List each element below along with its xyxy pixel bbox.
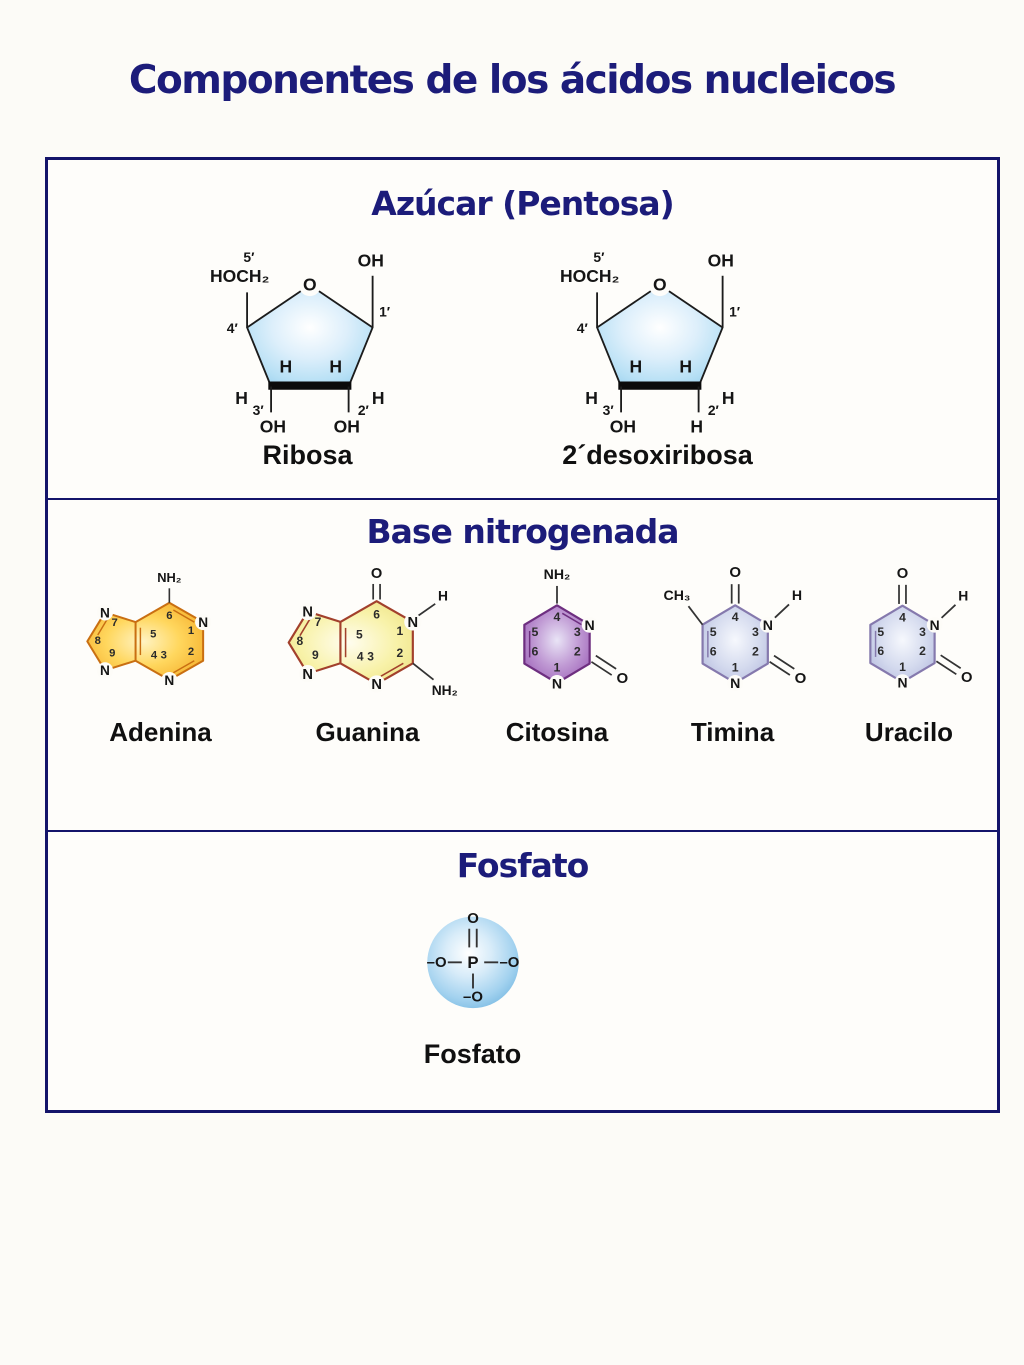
ring-num-6: 6	[709, 644, 717, 659]
guanine-svg-wrap	[268, 561, 468, 713]
atom-oxo2: O	[961, 670, 973, 687]
atom-n1: N	[198, 615, 209, 631]
ring-num-2: 2	[751, 644, 759, 659]
uracil-svg-wrap	[833, 561, 985, 713]
atom-ring-o: O	[652, 274, 667, 295]
adenine-name: Adenina	[109, 717, 212, 747]
atom-h: H	[437, 587, 448, 603]
atom-o-right: –O	[498, 954, 519, 971]
atom-p: P	[466, 952, 479, 972]
atom-o-top: O	[466, 910, 479, 928]
atom-oh-top: OH	[357, 250, 384, 271]
figure-ribose	[188, 237, 428, 471]
atom-n9: N	[100, 663, 110, 679]
ring-num-1: 1	[396, 623, 403, 638]
cytosine-name: Citosina	[505, 717, 609, 747]
atom-h-out-left: H	[234, 388, 248, 409]
figure-uracil	[833, 561, 985, 748]
uracil-name: Uracilo	[864, 717, 954, 747]
atom-oxo: O	[370, 565, 382, 582]
ring-num-6: 6	[877, 644, 885, 659]
atom-bottom-right: H	[689, 416, 703, 437]
ribose-structure	[188, 237, 428, 438]
adenine-svg-wrap	[68, 561, 253, 713]
sugar-heading: Azúcar (Pentosa)	[371, 184, 674, 223]
atom-hoch2: HOCH₂	[209, 266, 269, 287]
figure-thymine	[647, 561, 819, 748]
ribose-name: Ribosa	[262, 440, 353, 471]
ring-num-1: 1	[187, 625, 195, 638]
atom-oxo2: O	[794, 669, 806, 687]
ring-num-9: 9	[311, 647, 319, 662]
thymine-structure	[647, 563, 819, 711]
ring-num-5: 5	[355, 626, 363, 641]
atom-h-in-right: H	[678, 356, 692, 377]
phosphate-heading: Fosfato	[456, 846, 589, 885]
ring-num-1: 1	[731, 660, 739, 675]
atom-3prime: 3′	[602, 402, 614, 419]
sugar-row	[8, 237, 957, 471]
cytosine-svg-wrap	[482, 561, 632, 713]
ring-num-4: 4	[731, 610, 739, 625]
atom-n1: N	[729, 675, 740, 692]
phosphate-structure	[403, 897, 543, 1037]
atom-n1: N	[897, 674, 908, 691]
atom-3prime: 3′	[252, 402, 264, 419]
ring-num-7: 7	[314, 614, 321, 629]
ring-num-1: 1	[899, 659, 906, 674]
atom-4prime: 4′	[576, 319, 588, 336]
ring-num-2: 2	[396, 645, 403, 660]
section-phosphate	[48, 830, 997, 1110]
deoxyribose-structure	[538, 237, 778, 438]
page-title: Componentes de los ácidos nucleicos	[128, 58, 896, 103]
atom-n7: N	[100, 605, 110, 621]
atom-ring-o: O	[302, 274, 317, 295]
deoxyribose-ring	[597, 274, 723, 412]
atom-h-out-right: H	[721, 388, 734, 409]
atom-o-left: –O	[426, 954, 447, 971]
ring-num-6: 6	[372, 607, 380, 622]
ring-num-3: 3	[573, 625, 581, 640]
ring-num-5: 5	[877, 625, 885, 640]
ring-num-3: 3	[919, 625, 926, 640]
ring-num-3: 3	[160, 649, 167, 662]
atom-hoch2: HOCH₂	[559, 266, 619, 287]
ring-num-1: 1	[553, 660, 561, 675]
atom-2prime: 2′	[707, 402, 719, 419]
atom-h: H	[958, 587, 969, 604]
ring-num-3: 3	[366, 649, 374, 664]
figure-phosphate	[0, 897, 947, 1070]
ribose-ring	[247, 274, 373, 412]
ring-num-7: 7	[111, 617, 118, 630]
atom-n9: N	[301, 666, 313, 683]
deoxyribose-name: 2´desoxiribosa	[562, 440, 753, 471]
section-bases	[48, 498, 997, 830]
guanine-name: Guanina	[315, 717, 420, 747]
atom-h-in-left: H	[279, 356, 292, 377]
atom-1prime: 1′	[378, 303, 390, 320]
thymine-ring	[688, 584, 794, 691]
ring-num-6: 6	[531, 644, 539, 659]
ring-num-5: 5	[150, 628, 157, 641]
guanine-structure	[268, 565, 468, 710]
ring-num-5: 5	[531, 625, 539, 640]
atom-5prime: 5′	[242, 248, 254, 265]
atom-n7: N	[301, 604, 313, 621]
ring-num-8: 8	[296, 633, 303, 648]
atom-n1: N	[551, 675, 563, 692]
atom-amino: NH₂	[431, 682, 458, 698]
atom-oxo4: O	[728, 564, 741, 582]
cytosine-structure	[482, 563, 632, 711]
atom-h-out-right: H	[371, 388, 384, 409]
ring-num-2: 2	[919, 644, 926, 659]
ring-num-2: 2	[573, 644, 581, 659]
figure-deoxyribose	[538, 237, 778, 471]
bases-heading: Base nitrogenada	[366, 512, 679, 551]
atom-2prime: 2′	[357, 402, 369, 419]
figure-adenine	[68, 561, 253, 748]
atom-n3: N	[762, 616, 773, 633]
thymine-svg-wrap	[647, 561, 819, 713]
bases-row	[48, 561, 997, 748]
atom-bottom-left: OH	[259, 416, 286, 437]
phosphate-name: Fosfato	[423, 1039, 522, 1069]
ring-num-3: 3	[751, 625, 759, 640]
atom-h-in-right: H	[328, 356, 342, 377]
atom-o-bottom: –O	[462, 988, 483, 1006]
ring-num-8: 8	[94, 635, 101, 648]
ring-num-2: 2	[187, 646, 195, 659]
atom-oxo4: O	[896, 565, 909, 582]
figure-cytosine	[482, 561, 632, 748]
atom-5prime: 5′	[592, 248, 604, 265]
ring-num-4: 4	[899, 610, 906, 625]
atom-1prime: 1′	[728, 303, 740, 320]
atom-4prime: 4′	[226, 319, 238, 336]
atom-n3: N	[164, 673, 175, 689]
uracil-structure	[833, 564, 985, 710]
atom-methyl: CH₃	[663, 586, 690, 603]
atom-bottom-right: OH	[333, 416, 360, 437]
atom-h-in-left: H	[629, 356, 642, 377]
atom-n3: N	[929, 617, 940, 634]
atom-oh-top: OH	[707, 250, 734, 271]
atom-h-out-left: H	[584, 388, 598, 409]
section-sugar	[48, 160, 997, 498]
figure-guanine	[268, 561, 468, 748]
atom-amino: NH₂	[543, 565, 571, 582]
atom-n1: N	[407, 614, 418, 631]
atom-n3: N	[370, 676, 382, 693]
adenine-structure	[68, 569, 253, 704]
atom-bottom-left: OH	[609, 416, 636, 437]
atom-h: H	[791, 586, 802, 603]
ring-num-4: 4	[356, 649, 364, 664]
ring-num-4: 4	[553, 610, 561, 625]
thymine-name: Timina	[690, 717, 775, 747]
ring-num-5: 5	[709, 625, 717, 640]
ring-num-9: 9	[109, 648, 116, 661]
atom-amino: NH₂	[157, 570, 182, 586]
ring-num-6: 6	[166, 610, 173, 623]
ring-num-4: 4	[150, 649, 158, 662]
atom-n3: N	[584, 616, 595, 633]
atom-oxo: O	[616, 669, 629, 687]
components-box	[45, 157, 1000, 1113]
